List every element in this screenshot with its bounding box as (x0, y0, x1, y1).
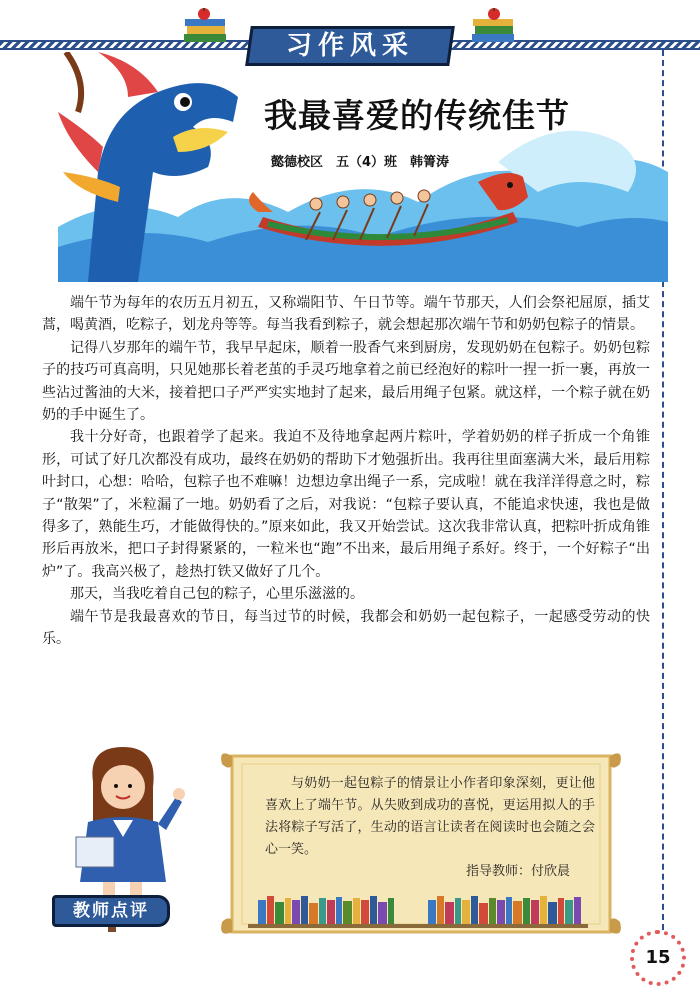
page-number: 15 (645, 947, 671, 968)
article-body (42, 292, 650, 651)
author-byline: 懿德校区 五（4）班 韩箐涛 (271, 155, 450, 170)
paragraph: 端午节是我最喜欢的节日，每当过节的时候，我都会和奶奶一起包粽子，一起感受劳动的快乐。 (42, 608, 650, 648)
books-apple-icon (470, 8, 516, 48)
section-label: 习作风采 (285, 31, 414, 61)
paragraph: 端午节为每年的农历五月初五，又称端阳节、午日节等。端午节那天，人们会祭祀屈原，插艾蒿，喝黄酒，吃粽子，划龙舟等等。每当我看到粽子，就会想起那次端午节和奶奶包粽子的情景。 (42, 295, 650, 334)
comment-text: 与奶奶一起包粽子的情景让小作者印象深刻，更让他喜欢上了端午节。从失败到成功的喜悦，更运用拟人的手法将粽子写活了，生动的语言让读者在阅读时也会随之会心一笑。 (265, 776, 595, 857)
teacher-comment (265, 773, 595, 861)
teacher-review-tag (52, 895, 170, 927)
paragraph: 我十分好奇，也跟着学了起来。我迫不及待地拿起两片粽叶，学着奶奶的样子折成一个角锥形，可试了好几次都没有成功，最终在奶奶的帮助下才勉强折出。我再往里面塞满大米，最后用粽叶封口，心想：哈哈，包粽子也不难嘛！边想边拿出绳子一系，完成啦！就在我洋洋得意之时，粽子“散架”了，米粒漏了一地。奶奶看了之后，对我说：“包粽子要认真，不能追求快速，我也是做得多了，熟能生巧，才能做得快的。”原来如此，我又开始尝试。这次我非常认真，把粽叶折成角锥形后再放米，把口子封得紧紧的，一粒米也“跑”不出来，最后用绳子系好。终于，一个好粽子“出炉”了。我高兴极了，趁热打铁又做好了几个。 (42, 429, 650, 580)
teacher-signature: 指导教师：付欣晨 (466, 864, 571, 879)
paragraph: 记得八岁那年的端午节，我早早起床，顺着一股香气来到厨房，发现奶奶在包粽子。奶奶包粽子的技巧可真高明，只见她那长着老茧的手灵巧地拿着之前已经泡好的粽叶一捏一折一裹，再放一些沾过酱油的大米，接着把口子严严实实地封了起来，最后用绳子包紧。就这样，一个粽子就在奶奶的手中诞生了。 (42, 339, 650, 424)
paragraph: 那天，当我吃着自己包的粽子，心里乐滋滋的。 (70, 586, 364, 603)
page-number-badge (630, 930, 686, 986)
article-title: 我最喜爱的传统佳节 (264, 96, 570, 135)
books-apple-icon (182, 8, 228, 48)
teacher-review-label: 教师点评 (73, 901, 149, 921)
